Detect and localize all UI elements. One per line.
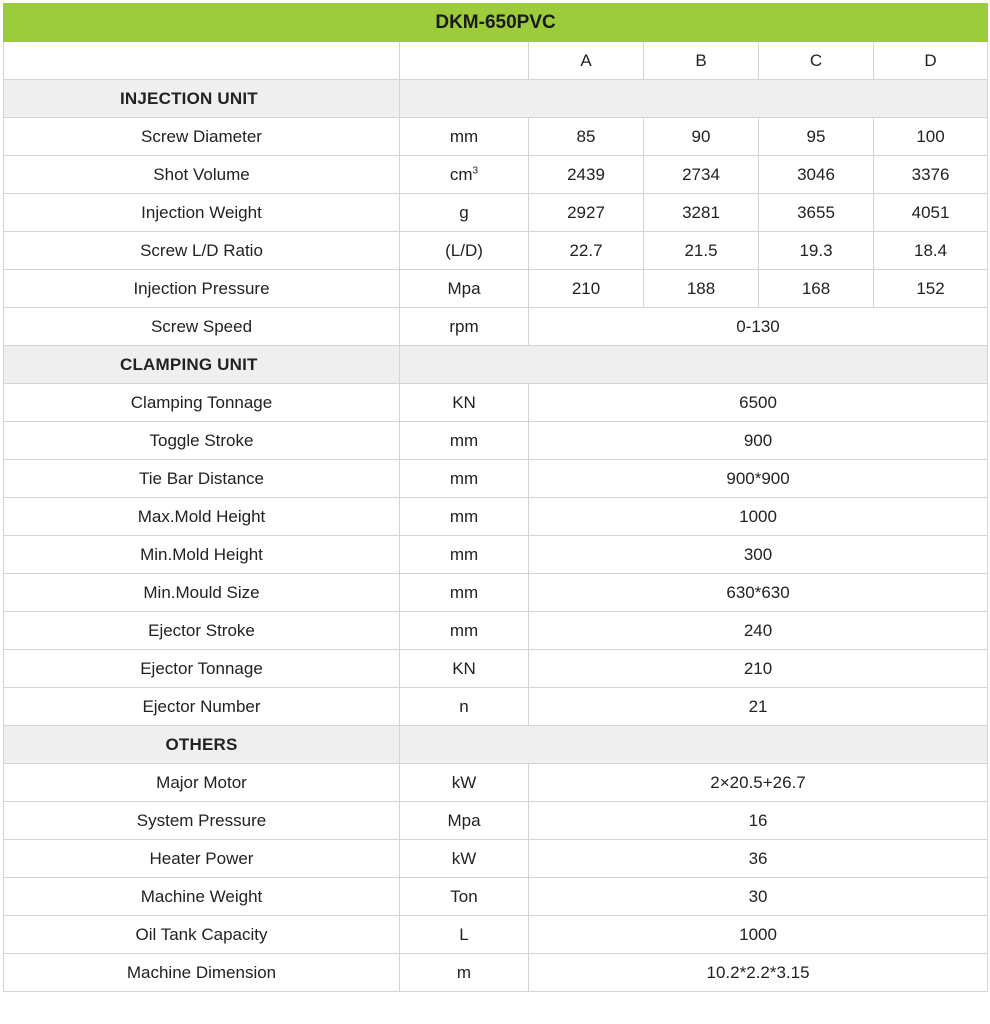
table-row	[4, 308, 988, 346]
row-label: Min.Mould Size	[4, 574, 400, 612]
row-label: System Pressure	[4, 802, 400, 840]
row-value: 10.2*2.2*3.15	[529, 954, 988, 992]
row-unit: Mpa	[400, 270, 529, 308]
row-label: Ejector Number	[4, 688, 400, 726]
row-unit: KN	[400, 650, 529, 688]
row-label: Injection Weight	[4, 194, 400, 232]
table-row	[4, 270, 988, 308]
row-unit: KN	[400, 384, 529, 422]
table-row	[4, 118, 988, 156]
row-value-b: 188	[644, 270, 759, 308]
row-value-c: 168	[759, 270, 874, 308]
row-value-d: 3376	[874, 156, 988, 194]
title-row	[4, 4, 988, 42]
row-label: Machine Weight	[4, 878, 400, 916]
section-title: OTHERS	[4, 726, 400, 764]
row-label: Ejector Tonnage	[4, 650, 400, 688]
row-value-c: 3655	[759, 194, 874, 232]
row-value: 16	[529, 802, 988, 840]
row-value-a: 85	[529, 118, 644, 156]
table-row	[4, 802, 988, 840]
table-row	[4, 688, 988, 726]
row-value: 900*900	[529, 460, 988, 498]
row-label: Oil Tank Capacity	[4, 916, 400, 954]
row-label: Clamping Tonnage	[4, 384, 400, 422]
row-value: 300	[529, 536, 988, 574]
row-value: 36	[529, 840, 988, 878]
row-value: 0-130	[529, 308, 988, 346]
table-row	[4, 422, 988, 460]
row-unit: (L/D)	[400, 232, 529, 270]
row-unit: mm	[400, 118, 529, 156]
row-value-c: 95	[759, 118, 874, 156]
row-value: 240	[529, 612, 988, 650]
row-value: 30	[529, 878, 988, 916]
row-value: 2×20.5+26.7	[529, 764, 988, 802]
row-unit: m	[400, 954, 529, 992]
table-row	[4, 460, 988, 498]
table-title: DKM-650PVC	[4, 4, 988, 42]
row-label: Max.Mold Height	[4, 498, 400, 536]
row-unit: n	[400, 688, 529, 726]
table-row	[4, 384, 988, 422]
row-unit: mm	[400, 498, 529, 536]
row-value-d: 4051	[874, 194, 988, 232]
row-label: Machine Dimension	[4, 954, 400, 992]
row-value: 1000	[529, 498, 988, 536]
row-value: 6500	[529, 384, 988, 422]
table-row	[4, 574, 988, 612]
row-value-a: 22.7	[529, 232, 644, 270]
row-label: Min.Mold Height	[4, 536, 400, 574]
row-label: Shot Volume	[4, 156, 400, 194]
row-label: Toggle Stroke	[4, 422, 400, 460]
section-row-injection-unit	[4, 80, 988, 118]
row-unit: mm	[400, 422, 529, 460]
row-value: 210	[529, 650, 988, 688]
row-unit: kW	[400, 764, 529, 802]
section-row-others	[4, 726, 988, 764]
row-unit: mm	[400, 612, 529, 650]
row-unit: Mpa	[400, 802, 529, 840]
row-value: 1000	[529, 916, 988, 954]
table-row	[4, 878, 988, 916]
row-label: Screw Diameter	[4, 118, 400, 156]
row-unit: mm	[400, 536, 529, 574]
section-blank-cell	[400, 726, 988, 764]
row-value-c: 19.3	[759, 232, 874, 270]
row-value-c: 3046	[759, 156, 874, 194]
row-unit: L	[400, 916, 529, 954]
row-unit-superscript: 3	[472, 164, 479, 176]
row-unit-base: cm	[449, 164, 473, 184]
section-title: CLAMPING UNIT	[4, 346, 400, 384]
row-unit: rpm	[400, 308, 529, 346]
table-row	[4, 840, 988, 878]
row-value-b: 3281	[644, 194, 759, 232]
row-value-b: 21.5	[644, 232, 759, 270]
table-row	[4, 650, 988, 688]
row-unit: mm	[400, 460, 529, 498]
column-header-d: D	[874, 42, 988, 80]
section-blank-cell	[400, 80, 988, 118]
table-row	[4, 954, 988, 992]
row-unit: g	[400, 194, 529, 232]
table-row	[4, 232, 988, 270]
row-label: Major Motor	[4, 764, 400, 802]
row-value: 900	[529, 422, 988, 460]
spec-table	[3, 3, 988, 992]
row-value-a: 210	[529, 270, 644, 308]
row-value: 21	[529, 688, 988, 726]
row-label: Heater Power	[4, 840, 400, 878]
row-value-d: 18.4	[874, 232, 988, 270]
row-label: Injection Pressure	[4, 270, 400, 308]
table-row	[4, 916, 988, 954]
row-value: 630*630	[529, 574, 988, 612]
header-blank-cell	[4, 42, 400, 80]
row-label: Screw Speed	[4, 308, 400, 346]
row-value-b: 90	[644, 118, 759, 156]
table-row	[4, 194, 988, 232]
section-title: INJECTION UNIT	[4, 80, 400, 118]
row-unit	[400, 156, 529, 194]
row-value-a: 2927	[529, 194, 644, 232]
row-value-a: 2439	[529, 156, 644, 194]
row-unit: Ton	[400, 878, 529, 916]
section-row-clamping-unit	[4, 346, 988, 384]
row-label: Screw L/D Ratio	[4, 232, 400, 270]
table-row	[4, 764, 988, 802]
section-blank-cell	[400, 346, 988, 384]
column-header-a: A	[529, 42, 644, 80]
row-label: Ejector Stroke	[4, 612, 400, 650]
table-row	[4, 612, 988, 650]
table-row	[4, 536, 988, 574]
row-value-b: 2734	[644, 156, 759, 194]
column-header-b: B	[644, 42, 759, 80]
row-value-d: 152	[874, 270, 988, 308]
row-label: Tie Bar Distance	[4, 460, 400, 498]
column-header-row	[4, 42, 988, 80]
row-unit: mm	[400, 574, 529, 612]
column-header-c: C	[759, 42, 874, 80]
row-value-d: 100	[874, 118, 988, 156]
table-row	[4, 156, 988, 194]
header-blank-unit-cell	[400, 42, 529, 80]
table-row	[4, 498, 988, 536]
row-unit: kW	[400, 840, 529, 878]
